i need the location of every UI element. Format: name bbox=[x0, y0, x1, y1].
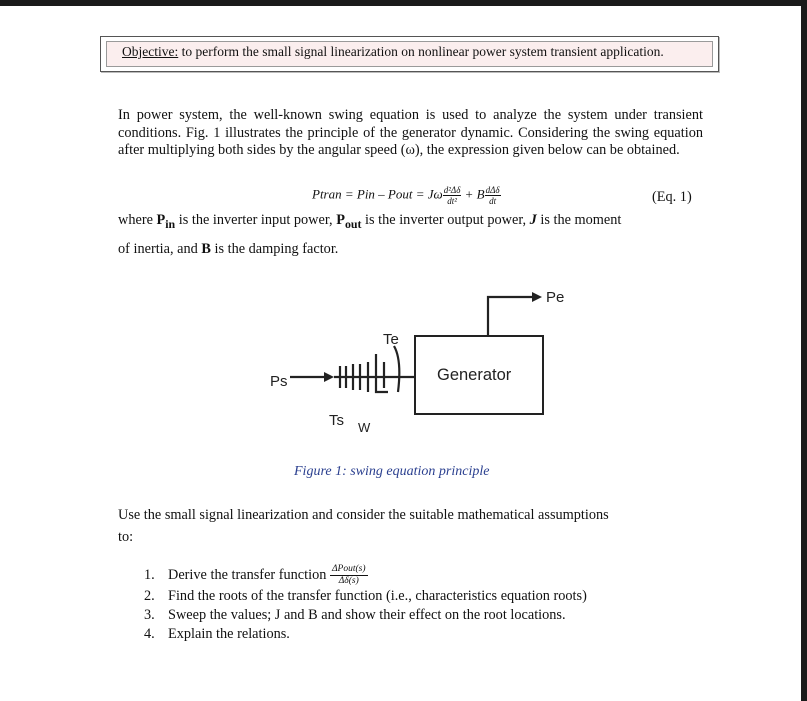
figure-caption: Figure 1: swing equation principle bbox=[294, 464, 490, 479]
equation-plus-b: + B bbox=[464, 186, 485, 202]
fraction-2-numerator: dΔδ bbox=[485, 185, 500, 195]
shaft-coupling bbox=[334, 346, 415, 392]
where-text-5: of inertia, and bbox=[118, 241, 202, 257]
fraction-1-denominator: dt² bbox=[447, 196, 457, 206]
transfer-function bbox=[330, 564, 368, 587]
list-item bbox=[144, 625, 587, 644]
objective-inner-box bbox=[106, 41, 713, 67]
fraction-2-denominator: dt bbox=[489, 196, 497, 206]
equation-number: (Eq. 1) bbox=[652, 189, 692, 205]
objective-box bbox=[100, 36, 719, 72]
task-text: Sweep the values; J and B and show their effect on the root locations. bbox=[168, 607, 566, 624]
pout-symbol bbox=[336, 212, 362, 231]
where-text-6: is the damping factor. bbox=[210, 241, 339, 257]
task-number: 3. bbox=[144, 607, 155, 624]
pe-label: Pe bbox=[546, 289, 565, 306]
ps-arrowhead bbox=[324, 372, 334, 382]
te-label: Te bbox=[383, 331, 399, 348]
where-line-1 bbox=[118, 212, 621, 232]
task-number: 2. bbox=[144, 588, 155, 605]
task-text: Explain the relations. bbox=[168, 626, 290, 643]
swing-equation bbox=[312, 185, 501, 206]
list-item bbox=[144, 606, 587, 625]
right-border bbox=[801, 0, 807, 701]
list-item bbox=[144, 563, 587, 587]
ts-label: Ts bbox=[329, 412, 344, 429]
b-symbol: B bbox=[201, 241, 211, 257]
swing-equation-figure bbox=[250, 280, 580, 440]
intro-paragraph: In power system, the well-known swing equation is used to analyze the system under transient conditions. Fig. 1 illustrates the principle of the generator dynamic. Considering the swing equation after multiplying both sides by the angular speed (ω), the expression given below can be obtained. bbox=[118, 107, 703, 158]
task-list bbox=[144, 563, 587, 644]
pin-symbol bbox=[156, 212, 176, 231]
objective-text bbox=[122, 44, 664, 60]
top-border bbox=[0, 0, 807, 6]
where-text-1: where bbox=[118, 212, 157, 228]
task-number: 1. bbox=[144, 567, 155, 583]
generator-label: Generator bbox=[437, 366, 512, 384]
pout-letter: P bbox=[336, 212, 345, 228]
task-number: 4. bbox=[144, 626, 155, 643]
where-text-2: is the inverter input power, bbox=[175, 212, 337, 228]
equation-lhs: Ptran = Pin – Pout = Jω bbox=[312, 186, 443, 202]
objective-label: Objective: bbox=[122, 44, 179, 59]
j-symbol: J bbox=[529, 212, 537, 228]
task-text: Find the roots of the transfer function (i.e., characteristics equation roots) bbox=[168, 588, 587, 605]
pout-subscript: out bbox=[344, 216, 362, 231]
equation-fraction-1 bbox=[443, 185, 462, 206]
ps-label: Ps bbox=[270, 373, 288, 390]
equation-fraction-2 bbox=[485, 185, 501, 206]
fraction-1-numerator: d²Δδ bbox=[443, 185, 461, 195]
tf-numerator: ΔPout(s) bbox=[331, 564, 366, 575]
task-text: Derive the transfer function bbox=[168, 567, 327, 583]
pin-subscript: in bbox=[165, 216, 176, 231]
pe-arrowhead bbox=[532, 292, 542, 302]
tf-denominator: Δδ(s) bbox=[338, 576, 359, 587]
instruction-line-1: Use the small signal linearization and consider the suitable mathematical assumptions bbox=[118, 507, 609, 523]
where-line-2 bbox=[118, 241, 338, 258]
pe-output-line bbox=[488, 297, 532, 335]
where-text-3: is the inverter output power, bbox=[361, 212, 530, 228]
instruction-line-2: to: bbox=[118, 529, 134, 545]
pin-letter: P bbox=[156, 212, 166, 228]
where-text-4: is the moment bbox=[536, 212, 622, 228]
w-label: W bbox=[358, 420, 371, 435]
list-item bbox=[144, 587, 587, 606]
objective-body: to perform the small signal linearization on nonlinear power system transient application. bbox=[178, 44, 664, 59]
